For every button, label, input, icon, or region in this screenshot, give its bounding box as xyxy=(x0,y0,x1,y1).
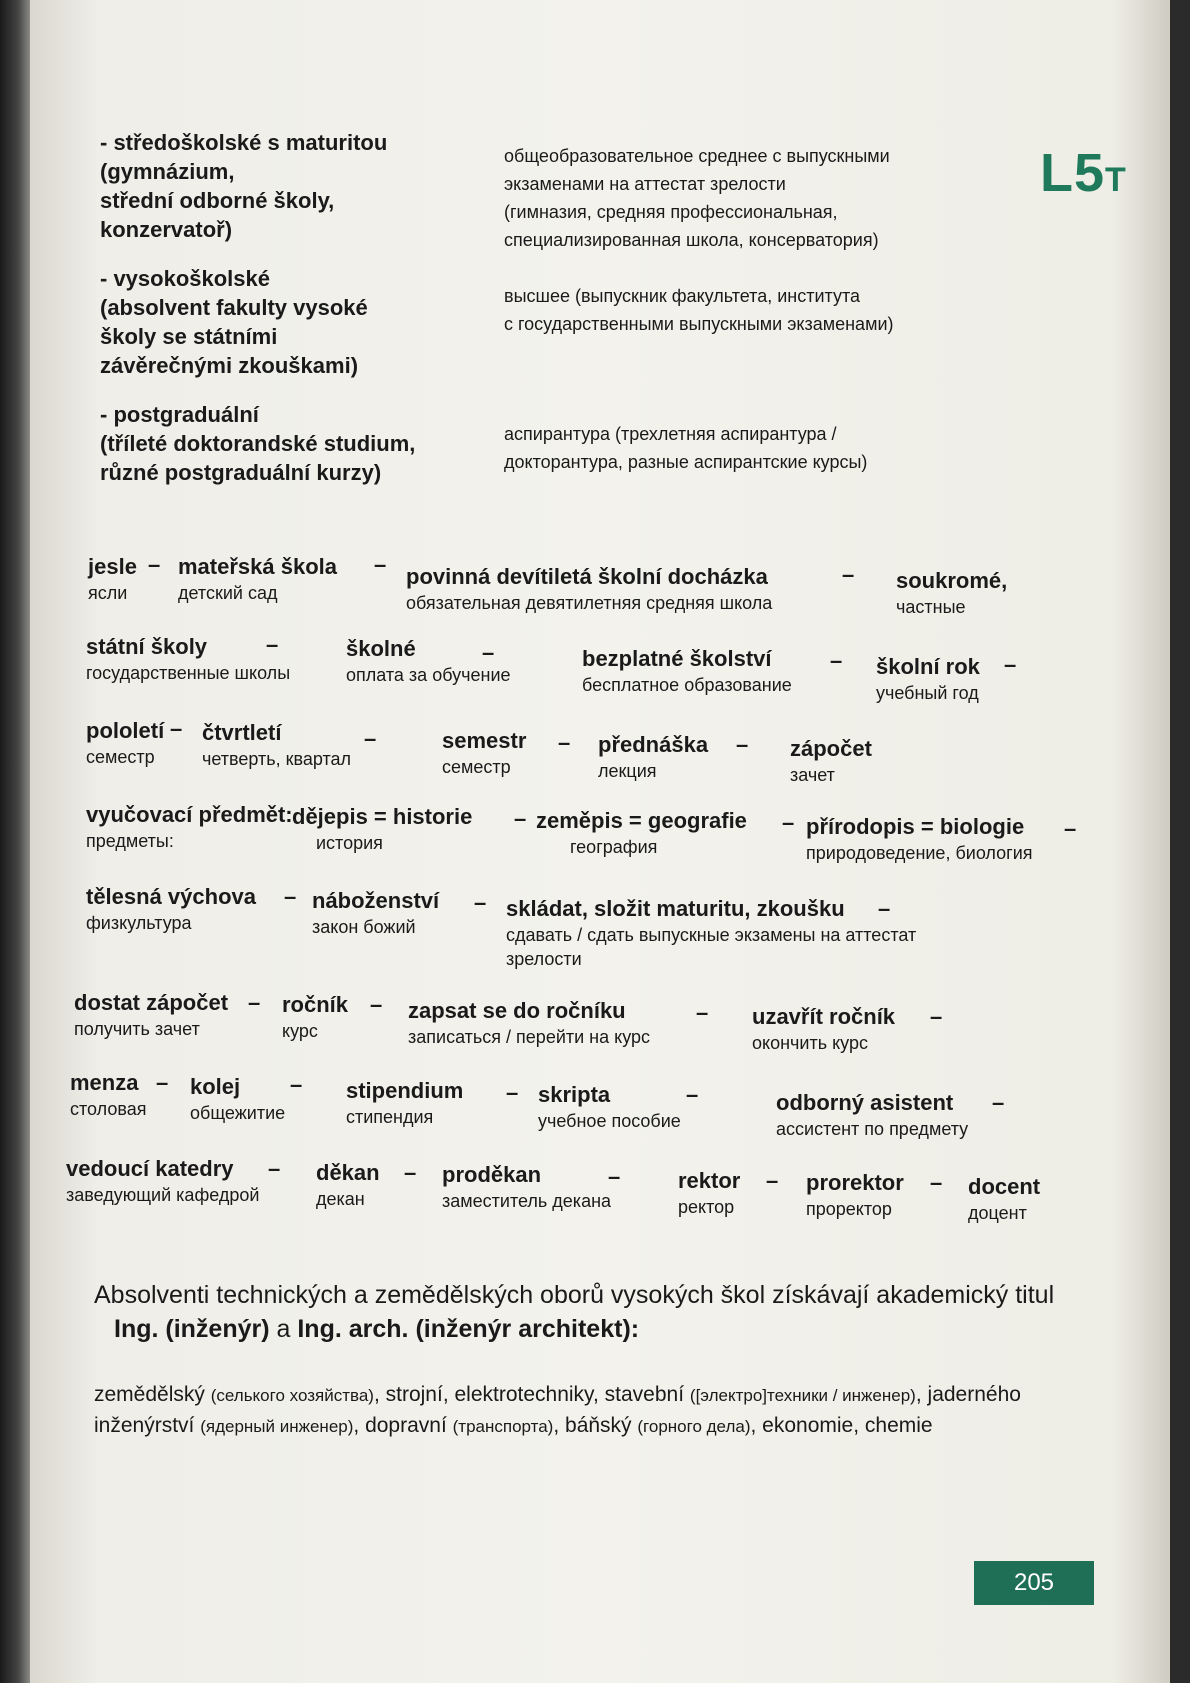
field-translation: (селького хозяйства) xyxy=(210,1386,374,1405)
vocab-skripta: skripta учебное пособие xyxy=(538,1082,681,1131)
vocab-kolej: kolej общежитие xyxy=(190,1074,286,1123)
vocab-telesna-vychova: tělesná výchova физкультура xyxy=(86,884,256,933)
vocab-jesle: jesle ясли xyxy=(88,554,137,603)
field-translation: (ядерный инженер) xyxy=(200,1417,354,1436)
vocab-prirodopis: přírodopis = biologie природоведение, биология xyxy=(806,814,1033,863)
field-name: dopravní xyxy=(365,1414,453,1437)
field-name: chemie xyxy=(864,1414,933,1437)
textbook-page: L5T - středoškolské s maturitou (gymnázium, střední odborné školy, konzervatoř) общеобразовательное среднее с выпускными экзаменами на аттестат зрелости (гимназия, средняя профессиональная, специализированная школа, консерватория) - vysokoškolské (absolvent fakulty vysoké školy se státními závěrečnými zkouškami) высшее (выпускник факультета, института с государственными выпускными экзаменами) - postgraduální (tříleté doktorandské studium, různé postgraduální kurzy) аспирантура (трехлетняя аспирантура / докторантура, разные аспирантские курсы) jesle ясли – mateřská škola детский сад – povinná devítiletá školní docházka обязательная девятилетняя средняя школа – soukromé, частные státní školy государственные школы – školné оплата за обучение – bezplatné školství бесплатное образование – školní rok учебный год – pololetí семестр – čtvrtletí четверть, квартал – semestr семестр – přednáška лекция – zápočet зачет vyučovací předmět: предметы: dějepis = historie история – zeměpis = geografie география – přírodopis = biologie природоведение, биология – tělesná výchova физкультура – náboženství закон божий – skládat, složit maturitu, zkoušku сдавать / сдать выпускные экзамены на аттестат зрелости – dostat zápočet получить зачет – ročník курс – zapsat se do ročníku записаться / перейти на курс – uzavřít ročník окончить курс – menza столовая – kolej общежитие – stipendium стипендия – skripta учебное пособие – odborný asistent ассистент по предмету – vedoucí katedry заведующий кафедрой – děkan декан – proděkan заместитель декана – rektor ректор – prorektor проректор – docent доцент Absolventi technických a zemědělských oborů vysokých škol získávají akademický titul Ing. (inženýr) a Ing. arch. (inženýr architekt): zemědělský (селького хозяйства), strojní, elektrotechniky, stavební ([электро]техники / инженер), jaderného inženýrství (ядерный инженер), dopravní (транспорта), báňský (горного дела), ekonomie, chemie 205 xyxy=(30,0,1170,1683)
vocab-pololeti: pololetí семестр xyxy=(86,718,165,767)
lesson-code: L5T xyxy=(1040,143,1127,203)
vocab-materska-skola: mateřská škola детский сад xyxy=(178,554,337,603)
vocab-zemepis: zeměpis = geografie география xyxy=(536,808,747,857)
field-name: strojní xyxy=(385,1383,443,1406)
level-secondary-ru: общеобразовательное среднее с выпускными экзаменами на аттестат зрелости (гимназия, средняя профессиональная, специализированная школа, консерватория) xyxy=(504,146,890,250)
vocab-semestr: semestr семестр xyxy=(442,728,527,777)
level-postgrad-ru: аспирантура (трехлетняя аспирантура / докторантура, разные аспирантские курсы) xyxy=(504,424,868,472)
vocab-ctvrtleti: čtvrtletí четверть, квартал xyxy=(202,720,352,769)
book-spine xyxy=(0,0,30,1683)
vocab-prednaska: přednáška лекция xyxy=(598,732,709,781)
vocab-odborny-asistent: odborný asistent ассистент по предмету xyxy=(776,1090,969,1139)
level-higher-ru: высшее (выпускник факультета, института с государственными выпускными экзаменами) xyxy=(504,286,894,334)
vocab-rektor: rektor ректор xyxy=(678,1168,741,1217)
vocab-zapsat-se: zapsat se do ročníku записаться / перейти на курс xyxy=(408,998,651,1047)
vocab-prodekan: proděkan заместитель декана xyxy=(442,1162,612,1211)
vocab-maturita: skládat, složit maturitu, zkoušku сдавать / сдать выпускные экзамены на аттестат зрелости xyxy=(506,896,917,969)
level-secondary-cz: - středoškolské s maturitou (gymnázium, střední odborné školy, konzervatoř) xyxy=(100,130,388,242)
field-name: stavební xyxy=(604,1383,690,1406)
field-translation: (горного дела) xyxy=(637,1417,751,1436)
vocab-zapocet: zápočet зачет xyxy=(790,736,872,785)
vocab-rocnik: ročník курс xyxy=(282,992,349,1041)
field-name: zemědělský xyxy=(94,1383,211,1406)
summary-title-paragraph: Absolventi technických a zemědělských oborů vysokých škol získávají akademický titul Ing. (inženýr) a Ing. arch. (inženýr architekt): xyxy=(94,1281,1055,1343)
level-higher-cz: - vysokoškolské (absolvent fakulty vysoké školy se státními závěrečnými zkouškami) xyxy=(100,266,368,378)
vocab-skolne: školné оплата за обучение xyxy=(346,636,511,685)
page-number: 205 xyxy=(974,1561,1094,1605)
vocab-docent: docent доцент xyxy=(968,1174,1041,1223)
field-name: elektrotechniky xyxy=(454,1383,593,1406)
vocab-soukrome: soukromé, частные xyxy=(896,568,1008,617)
field-name: ekonomie xyxy=(762,1414,854,1437)
vocab-uzavrit-rocnik: uzavřít ročník окончить курс xyxy=(752,1004,896,1053)
vocab-bezplatne-skolstvi: bezplatné školství бесплатное образование xyxy=(582,646,792,695)
vocab-dejepis: dějepis = historie история xyxy=(292,804,473,853)
field-name: báňský xyxy=(565,1414,638,1437)
vocab-skolni-rok: školní rok учебный год xyxy=(876,654,980,703)
field-translation: ([электро]техники / инженер) xyxy=(689,1386,916,1405)
vocab-stipendium: stipendium стипендия xyxy=(346,1078,464,1127)
field-translation: (транспорта) xyxy=(452,1417,554,1436)
vocab-prorektor: prorektor проректор xyxy=(806,1170,904,1219)
vocab-vedouci-katedry: vedoucí katedry заведующий кафедрой xyxy=(66,1156,260,1205)
vocab-povinna-dochazka: povinná devítiletá školní docházka обязательная девятилетняя средняя школа xyxy=(406,564,773,613)
vocab-dekan: děkan декан xyxy=(316,1160,380,1209)
vocab-menza: menza столовая xyxy=(70,1070,147,1119)
summary-fields-list: zemědělský (селького хозяйства), strojní, elektrotechniky, stavební ([электро]техники / инженер), jaderného inženýrství (ядерный инженер), dopravní (транспорта), báňský (горного дела), ekonomie, chemie xyxy=(94,1383,1021,1437)
field-name: jaderného inženýrství xyxy=(94,1383,1021,1437)
level-postgrad-cz: - postgraduální (tříleté doktorandské studium, různé postgraduální kurzy) xyxy=(100,402,416,485)
vocab-nabozenstvi: náboženství закон божий xyxy=(312,888,440,937)
vocab-dostat-zapocet: dostat zápočet получить зачет xyxy=(74,990,229,1039)
vocab-vyucovaci-predmet: vyučovací předmět: предметы: xyxy=(86,802,293,851)
vocab-statni-skoly: státní školy государственные школы xyxy=(86,634,291,683)
